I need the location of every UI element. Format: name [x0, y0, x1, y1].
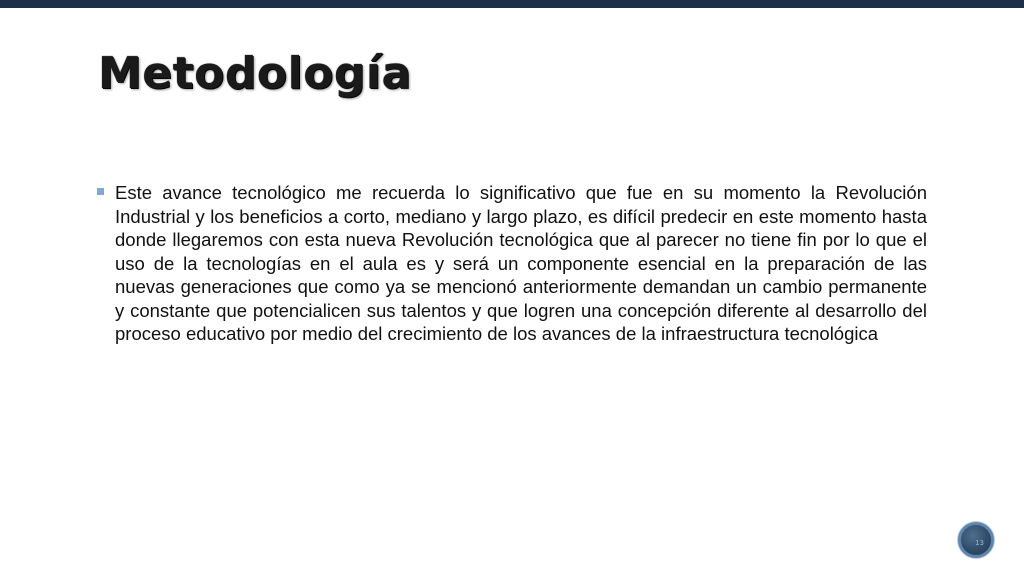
page-number: 13 [975, 539, 984, 547]
bullet-item [97, 181, 927, 346]
top-accent-bar [0, 0, 1024, 8]
bullet-text: Este avance tecnológico me recuerda lo significativo que fue en su momento la Revolución Industrial y los beneficios a corto, mediano y largo plazo, es difícil predecir en este momento hasta donde llegaremos con esta nueva Revolución tecnológica que al parecer no tiene fin por lo que el uso de la tecnologías en el aula es y será un componente esencial en la preparación de las nuevas generaciones que como ya se mencionó anteriormente demandan un cambio permanente y constante que potencialicen sus talentos y que logren una concepción diferente al desarrollo del proceso educativo por medio del crecimiento de los avances de la infraestructura tecnológica [115, 182, 927, 344]
square-bullet-icon [97, 188, 104, 195]
page-number-badge [958, 522, 994, 558]
bullet-list [97, 181, 927, 346]
slide-title: Metodología [98, 48, 412, 99]
